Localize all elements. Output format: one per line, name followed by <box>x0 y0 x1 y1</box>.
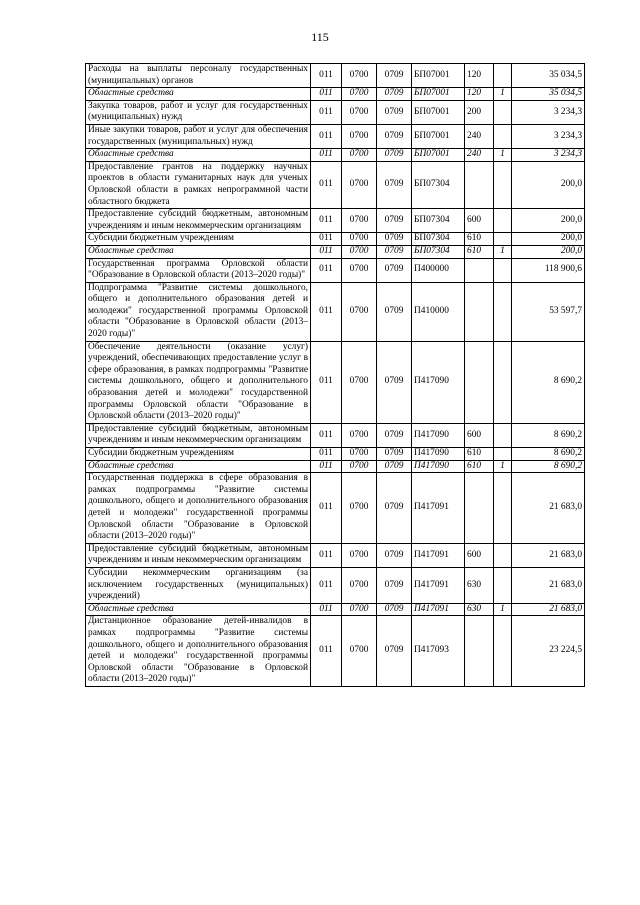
subsection-code: 0709 <box>377 423 412 447</box>
section-code: 0700 <box>342 258 377 282</box>
subsection-code: 0709 <box>377 88 412 101</box>
target-item-code: БП07304 <box>412 161 465 208</box>
funding-code <box>494 124 512 148</box>
row-name: Предоставление субсидий бюджетным, автономным учреждениям и иным некоммерческим организациям <box>86 543 311 567</box>
section-code: 0700 <box>342 282 377 341</box>
target-item-code: БП07001 <box>412 100 465 124</box>
target-item-code: БП07001 <box>412 124 465 148</box>
section-code: 0700 <box>342 245 377 258</box>
amount: 200,0 <box>512 161 585 208</box>
table-row <box>86 209 585 233</box>
ved-code: 011 <box>311 149 342 162</box>
subsection-code: 0709 <box>377 149 412 162</box>
target-item-code: П400000 <box>412 258 465 282</box>
target-item-code: П410000 <box>412 282 465 341</box>
funding-code: 1 <box>494 603 512 616</box>
funding-code: 1 <box>494 149 512 162</box>
expense-type-code <box>465 258 494 282</box>
subsection-code: 0709 <box>377 124 412 148</box>
table-row <box>86 233 585 246</box>
subsection-code: 0709 <box>377 245 412 258</box>
subsection-code: 0709 <box>377 161 412 208</box>
amount: 23 224,5 <box>512 616 585 687</box>
subsection-code: 0709 <box>377 100 412 124</box>
row-name: Предоставление грантов на поддержку научных проектов в области гуманитарных наук для ученых Орловской области в рамках непрограммной части областного бюджета <box>86 161 311 208</box>
funding-code <box>494 616 512 687</box>
section-code: 0700 <box>342 209 377 233</box>
funding-code <box>494 341 512 423</box>
row-name: Иные закупки товаров, работ и услуг для обеспечения государственных (муниципальных) нужд <box>86 124 311 148</box>
funding-code <box>494 423 512 447</box>
row-name: Подпрограмма "Развитие системы дошкольного, общего и дополнительного образования детей и молодежи" государственной программы Орловской области "Образование в Орловской области (2013–2020 годы)" <box>86 282 311 341</box>
amount: 3 234,3 <box>512 149 585 162</box>
section-code: 0700 <box>342 88 377 101</box>
table-row <box>86 124 585 148</box>
funding-code <box>494 473 512 544</box>
target-item-code: БП07001 <box>412 149 465 162</box>
ved-code: 011 <box>311 567 342 603</box>
amount: 21 683,0 <box>512 473 585 544</box>
ved-code: 011 <box>311 616 342 687</box>
funding-code <box>494 448 512 461</box>
section-code: 0700 <box>342 161 377 208</box>
table-row <box>86 161 585 208</box>
section-code: 0700 <box>342 423 377 447</box>
table-row <box>86 423 585 447</box>
ved-code: 011 <box>311 161 342 208</box>
ved-code: 011 <box>311 448 342 461</box>
row-name: Областные средства <box>86 460 311 473</box>
funding-code <box>494 567 512 603</box>
target-item-code: П417091 <box>412 603 465 616</box>
section-code: 0700 <box>342 149 377 162</box>
table-row <box>86 616 585 687</box>
amount: 200,0 <box>512 233 585 246</box>
expense-type-code <box>465 341 494 423</box>
subsection-code: 0709 <box>377 616 412 687</box>
subsection-code: 0709 <box>377 448 412 461</box>
funding-code <box>494 100 512 124</box>
subsection-code: 0709 <box>377 341 412 423</box>
section-code: 0700 <box>342 543 377 567</box>
section-code: 0700 <box>342 124 377 148</box>
section-code: 0700 <box>342 233 377 246</box>
table-row <box>86 88 585 101</box>
target-item-code: П417093 <box>412 616 465 687</box>
target-item-code: БП07001 <box>412 64 465 88</box>
row-name: Предоставление субсидий бюджетным, автономным учреждениям и иным некоммерческим организациям <box>86 209 311 233</box>
subsection-code: 0709 <box>377 209 412 233</box>
row-name: Областные средства <box>86 245 311 258</box>
ved-code: 011 <box>311 423 342 447</box>
row-name: Субсидии бюджетным учреждениям <box>86 233 311 246</box>
row-name: Дистанционное образование детей-инвалидов в рамках подпрограммы "Развитие системы дошкольного, общего и дополнительного образования детей и молодежи" государственной программы Орловской области "Образование в Орловской области (2013–2020 годы)" <box>86 616 311 687</box>
target-item-code: П417091 <box>412 473 465 544</box>
ved-code: 011 <box>311 100 342 124</box>
subsection-code: 0709 <box>377 460 412 473</box>
funding-code <box>494 543 512 567</box>
target-item-code: П417090 <box>412 448 465 461</box>
expense-type-code: 600 <box>465 209 494 233</box>
expense-type-code <box>465 473 494 544</box>
expense-type-code: 630 <box>465 603 494 616</box>
row-name: Закупка товаров, работ и услуг для государственных (муниципальных) нужд <box>86 100 311 124</box>
funding-code <box>494 209 512 233</box>
expense-type-code: 610 <box>465 460 494 473</box>
section-code: 0700 <box>342 473 377 544</box>
amount: 8 690,2 <box>512 448 585 461</box>
section-code: 0700 <box>342 616 377 687</box>
table-row <box>86 149 585 162</box>
section-code: 0700 <box>342 448 377 461</box>
subsection-code: 0709 <box>377 64 412 88</box>
subsection-code: 0709 <box>377 567 412 603</box>
table-row <box>86 258 585 282</box>
table-row <box>86 245 585 258</box>
ved-code: 011 <box>311 88 342 101</box>
budget-table <box>85 63 585 687</box>
amount: 21 683,0 <box>512 567 585 603</box>
amount: 53 597,7 <box>512 282 585 341</box>
funding-code: 1 <box>494 460 512 473</box>
funding-code: 1 <box>494 88 512 101</box>
subsection-code: 0709 <box>377 473 412 544</box>
amount: 3 234,3 <box>512 100 585 124</box>
section-code: 0700 <box>342 64 377 88</box>
expense-type-code: 120 <box>465 88 494 101</box>
ved-code: 011 <box>311 124 342 148</box>
table-row <box>86 543 585 567</box>
expense-type-code: 630 <box>465 567 494 603</box>
row-name: Областные средства <box>86 149 311 162</box>
expense-type-code: 120 <box>465 64 494 88</box>
ved-code: 011 <box>311 341 342 423</box>
amount: 3 234,3 <box>512 124 585 148</box>
subsection-code: 0709 <box>377 603 412 616</box>
table-row <box>86 460 585 473</box>
subsection-code: 0709 <box>377 233 412 246</box>
ved-code: 011 <box>311 460 342 473</box>
expense-type-code <box>465 161 494 208</box>
target-item-code: БП07304 <box>412 233 465 246</box>
target-item-code: БП07304 <box>412 245 465 258</box>
ved-code: 011 <box>311 543 342 567</box>
row-name: Расходы на выплаты персоналу государственных (муниципальных) органов <box>86 64 311 88</box>
expense-type-code: 600 <box>465 543 494 567</box>
amount: 21 683,0 <box>512 603 585 616</box>
ved-code: 011 <box>311 258 342 282</box>
funding-code <box>494 233 512 246</box>
subsection-code: 0709 <box>377 258 412 282</box>
section-code: 0700 <box>342 567 377 603</box>
section-code: 0700 <box>342 603 377 616</box>
row-name: Государственная поддержка в сфере образования в рамках подпрограммы "Развитие системы дошкольного, общего и дополнительного образования детей и молодежи" государственной программы Орловской области "Образование в Орловской области (2013–2020 годы)" <box>86 473 311 544</box>
table-row <box>86 603 585 616</box>
expense-type-code: 600 <box>465 423 494 447</box>
amount: 21 683,0 <box>512 543 585 567</box>
row-name: Субсидии некоммерческим организациям (за исключением государственных (муниципальных) учреждений) <box>86 567 311 603</box>
table-row <box>86 282 585 341</box>
expense-type-code: 240 <box>465 124 494 148</box>
funding-code: 1 <box>494 245 512 258</box>
page-number: 115 <box>311 30 329 44</box>
amount: 200,0 <box>512 245 585 258</box>
table-row <box>86 100 585 124</box>
amount: 118 900,6 <box>512 258 585 282</box>
row-name: Предоставление субсидий бюджетным, автономным учреждениям и иным некоммерческим организациям <box>86 423 311 447</box>
amount: 8 690,2 <box>512 341 585 423</box>
budget-table-body <box>86 64 585 687</box>
target-item-code: П417091 <box>412 567 465 603</box>
row-name: Государственная программа Орловской области "Образование в Орловской области (2013–2020 годы)" <box>86 258 311 282</box>
target-item-code: БП07304 <box>412 209 465 233</box>
subsection-code: 0709 <box>377 543 412 567</box>
ved-code: 011 <box>311 64 342 88</box>
expense-type-code: 610 <box>465 245 494 258</box>
amount: 8 690,2 <box>512 423 585 447</box>
table-row <box>86 64 585 88</box>
target-item-code: П417090 <box>412 460 465 473</box>
funding-code <box>494 64 512 88</box>
ved-code: 011 <box>311 209 342 233</box>
ved-code: 011 <box>311 282 342 341</box>
table-row <box>86 567 585 603</box>
section-code: 0700 <box>342 460 377 473</box>
expense-type-code: 610 <box>465 448 494 461</box>
funding-code <box>494 282 512 341</box>
amount: 35 034,5 <box>512 88 585 101</box>
table-row <box>86 448 585 461</box>
funding-code <box>494 258 512 282</box>
table-row <box>86 473 585 544</box>
section-code: 0700 <box>342 341 377 423</box>
target-item-code: П417091 <box>412 543 465 567</box>
section-code: 0700 <box>342 100 377 124</box>
row-name: Обеспечение деятельности (оказание услуг) учреждений, обеспечивающих предоставление услуг в сфере образования, в рамках подпрограммы "Развитие системы дошкольного, общего и дополнительного образования детей и молодежи" государственной программы Орловской области "Образование в Орловской области (2013–2020 годы)" <box>86 341 311 423</box>
row-name: Областные средства <box>86 88 311 101</box>
target-item-code: БП07001 <box>412 88 465 101</box>
funding-code <box>494 161 512 208</box>
expense-type-code: 240 <box>465 149 494 162</box>
ved-code: 011 <box>311 473 342 544</box>
amount: 8 690,2 <box>512 460 585 473</box>
table-row <box>86 341 585 423</box>
expense-type-code <box>465 282 494 341</box>
expense-type-code: 610 <box>465 233 494 246</box>
expense-type-code: 200 <box>465 100 494 124</box>
amount: 200,0 <box>512 209 585 233</box>
row-name: Субсидии бюджетным учреждениям <box>86 448 311 461</box>
target-item-code: П417090 <box>412 341 465 423</box>
target-item-code: П417090 <box>412 423 465 447</box>
ved-code: 011 <box>311 245 342 258</box>
amount: 35 034,5 <box>512 64 585 88</box>
subsection-code: 0709 <box>377 282 412 341</box>
row-name: Областные средства <box>86 603 311 616</box>
ved-code: 011 <box>311 233 342 246</box>
ved-code: 011 <box>311 603 342 616</box>
expense-type-code <box>465 616 494 687</box>
